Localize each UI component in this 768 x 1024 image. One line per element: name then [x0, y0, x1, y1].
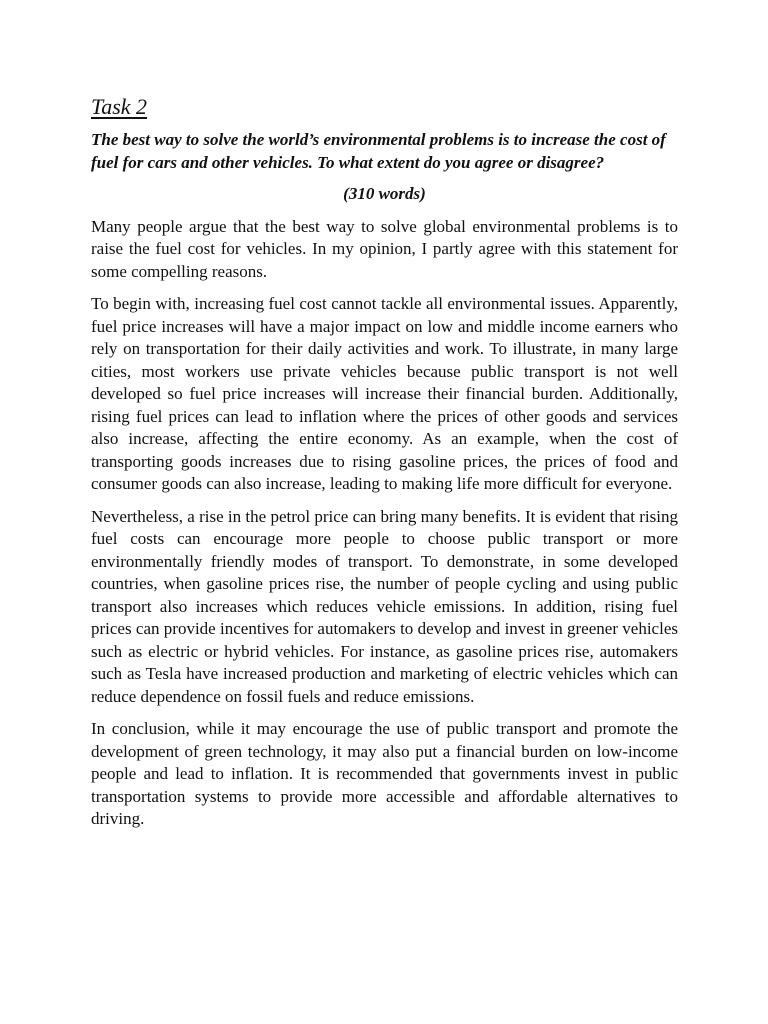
- paragraph-body-one: To begin with, increasing fuel cost cannot tackle all environmental issues. Apparently, fuel price increases will have a major impact on low and middle income earners who rely on transportation for their daily activities and work. To illustrate, in many large cities, most workers use private vehicles because public transport is not well developed so fuel price increases will increase their financial burden. Additionally, rising fuel prices can lead to inflation where the prices of other goods and services also increase, affecting the entire economy. As an example, when the cost of transporting goods increases due to rising gasoline prices, the prices of food and consumer goods can also increase, leading to making life more difficult for everyone.: [91, 294, 678, 493]
- paragraph-introduction: Many people argue that the best way to solve global environmental problems is to raise the fuel cost for vehicles. In my opinion, I partly agree with this statement for some compelling reasons.: [91, 216, 678, 281]
- paragraph-body-two: Nevertheless, a rise in the petrol price can bring many benefits. It is evident that rising fuel costs can encourage more people to choose public transport or more environmentally friendly modes of transport. To demonstrate, in some developed countries, when gasoline prices rise, the number of people cycling and using public transport also increases which reduces vehicle emissions. In addition, rising fuel prices can provide incentives for automakers to develop and invest in greener vehicles such as electric or hybrid vehicles. For instance, as gasoline prices rise, automakers such as Tesla have increased production and marketing of electric vehicles which can reduce dependence on fossil fuels and reduce emissions.: [91, 506, 678, 706]
- essay-prompt: The best way to solve the world’s environmental problems is to increase the cost of fuel for cars and other vehicles. To what extent do you agree or disagree?: [91, 130, 666, 172]
- word-count: (310 words): [343, 184, 426, 203]
- paragraph-conclusion: In conclusion, while it may encourage the use of public transport and promote the development of green technology, it may also put a financial burden on low-income people and lead to inflation. It is recommended that governments invest in public transportation systems to provide more accessible and affordable alternatives to driving.: [91, 719, 678, 828]
- task-title: Task 2: [91, 94, 148, 119]
